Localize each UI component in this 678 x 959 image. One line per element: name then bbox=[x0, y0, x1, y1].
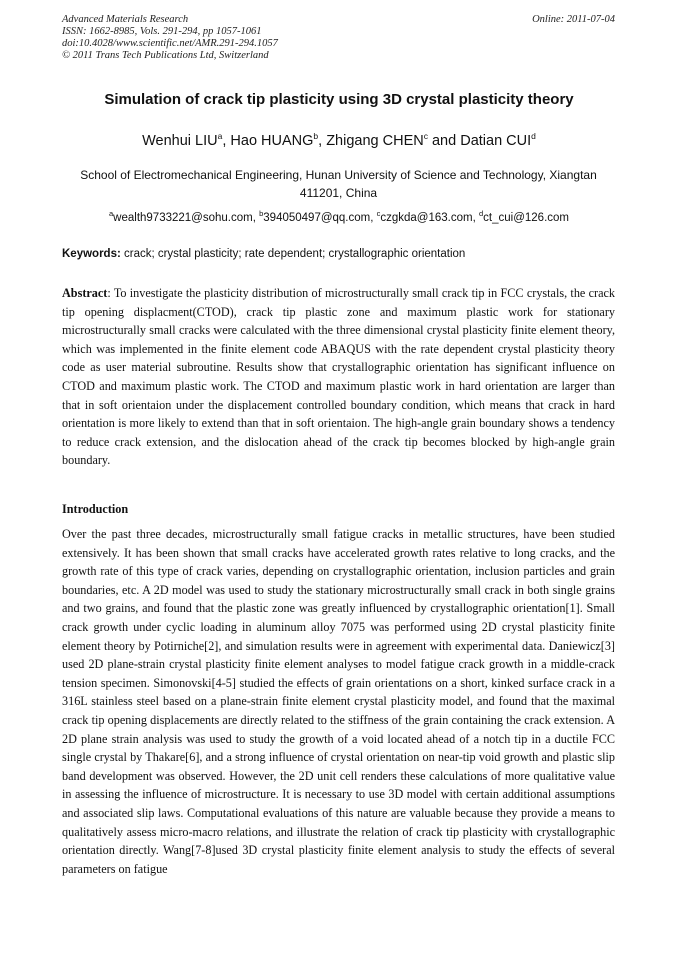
email-list bbox=[40, 209, 638, 224]
author-separator: , bbox=[318, 132, 327, 149]
author-name: Hao HUANG bbox=[230, 132, 314, 149]
email-separator: , bbox=[252, 211, 260, 224]
abstract-text: : To investigate the plasticity distribution of microstructurally small crack tip in FCC crystals, the crack tip opening displacment(CTOD), crack tip plastic zone and maximum plastic work for stationary microstructurally small cracks were calculated with the three dimensional crystal plasticity finite element theory, which was implemented in the finite element code ABAQUS with the rate dependent crystal plasticity theory code as user material subroutine. Results show that crystallographic orientation has significant influence on CTOD and maximum plastic work. The CTOD and maximum plastic work in hard orientation are larger than that in soft orientaion under the displacement controlled boundary condition, which means that crack in hard orientation is more likely to extend than that in soft orientaion. The high-angle grain boundary shows a tendency to reduce crack extension, and the dislocation ahead of the crack tip becomes blocked by high-angle grain boundary. bbox=[62, 286, 615, 468]
email-superscript: a bbox=[109, 209, 114, 218]
journal-name: Advanced Materials Research bbox=[62, 14, 189, 25]
author-superscript: d bbox=[531, 131, 536, 141]
author-name: Wenhui LIU bbox=[142, 132, 218, 149]
online-date: Online: 2011-07-04 bbox=[532, 14, 615, 25]
email-address[interactable]: 394050497@qq.com bbox=[263, 211, 371, 224]
email-address[interactable]: ct_cui@126.com bbox=[483, 211, 569, 224]
email-address[interactable]: czgkda@163.com bbox=[380, 211, 473, 224]
journal-copyright: © 2011 Trans Tech Publications Ltd, Switzerland bbox=[62, 50, 269, 61]
author-superscript: a bbox=[217, 131, 223, 141]
author-separator: and bbox=[427, 132, 461, 149]
email-separator: , bbox=[472, 211, 479, 224]
keywords-text: crack; crystal plasticity; rate dependent; crystallographic orientation bbox=[120, 248, 466, 260]
keywords-label: Keywords: bbox=[62, 248, 121, 260]
keywords bbox=[62, 248, 615, 260]
email-separator: , bbox=[370, 211, 377, 224]
email-address[interactable]: wealth9733221@sohu.com bbox=[113, 211, 253, 224]
abstract-label: Abstract bbox=[62, 286, 108, 300]
journal-issn: ISSN: 1662-8985, Vols. 291-294, pp 1057-1061 bbox=[62, 26, 262, 37]
email-superscript: c bbox=[376, 209, 381, 218]
email-superscript: d bbox=[479, 209, 484, 218]
journal-doi: doi:10.4028/www.scientific.net/AMR.291-294.1057 bbox=[62, 38, 278, 49]
author-separator: , bbox=[222, 132, 231, 149]
abstract-paragraph bbox=[62, 284, 615, 470]
author-list bbox=[40, 131, 638, 149]
paper-title: Simulation of crack tip plasticity using 3D crystal plasticity theory bbox=[104, 91, 574, 108]
email-superscript: b bbox=[259, 209, 264, 218]
introduction-paragraph: Over the past three decades, microstructurally small fatigue cracks in metallic structures, have been studied extensively. It has been shown that small cracks have accelerated growth rates relative to long cracks, and the growth rate of this type of crack varies, depending on crystallographic orientation, inclusion particles and grain boundaries, etc. A 2D model was used to study the stationary microstructurally small crack in both single grains and two grains, and found that the plastic zone was greatly influenced by crystallographic orientation[1]. Small crack growth under cyclic loading in aluminum alloy 7075 was performed using 2D crystal plasticity finite element theory by Potirniche[2], and simulation results were in agreement with experimental data. Daniewicz[3] used 2D plane-strain crystal plasticity finite element analyses to model fatigue crack growth in a middle-crack tension specimen. Simonovski[4-5] studied the effects of grain orientations on a short, kinked surface crack in a 316L stainless steel based on a plane-strain finite element crystal plasticity model, and found that the maximal crack tip opening displacements are directly related to the stiffness of the grain containing the crack extension. A 2D plane strain analysis was used to study the growth of a void located ahead of a notch tip in a ductile FCC single crystal by Thakare[6], and a strong influence of crystal orientation on near-tip void growth and plastic slip band development was observed. However, the 2D unit cell renders these calculations of more qualitative value in assessing the influence of microstructure. It is necessary to use 3D model with certain additional assumptions and associated slip laws. Computational evaluations of this nature are valuable because they provide a means to qualitatively assess micro-macro relations, and illustrate the relation of crack tip plasticity with crystallographic orientation directly. Wang[7-8]used 3D crystal plasticity finite element analysis to study the effects of several parameters on fatigue bbox=[62, 527, 615, 876]
introduction-heading: Introduction bbox=[62, 502, 129, 516]
author-name: Datian CUI bbox=[460, 132, 532, 149]
introduction-section bbox=[62, 525, 615, 878]
author-name: Zhigang CHEN bbox=[326, 132, 424, 149]
author-superscript: b bbox=[313, 131, 319, 141]
affiliation: School of Electromechanical Engineering, Hunan University of Science and Technology, Xiangtan 411201, China bbox=[80, 168, 597, 200]
abstract-section bbox=[62, 284, 615, 470]
journal-header bbox=[62, 14, 615, 62]
author-superscript: c bbox=[423, 131, 428, 141]
